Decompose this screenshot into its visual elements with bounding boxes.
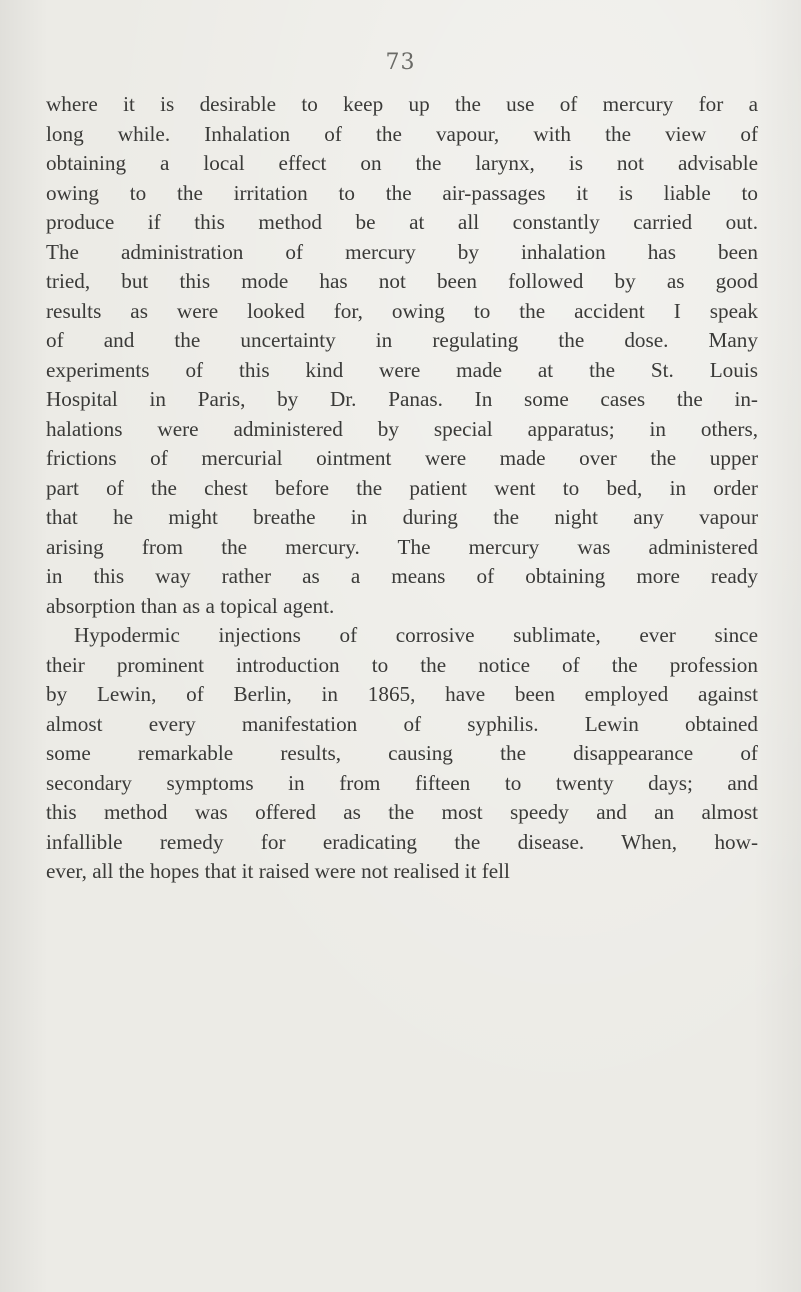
page-number: 73 [385, 50, 416, 75]
text-line: Hypodermic injections of corrosive sublimate, ever since [74, 623, 758, 647]
text-line: almost every manifestation of syphilis. Lewin obtained [46, 711, 758, 736]
text-line: produce if this method be at all constantly carried out. [46, 210, 758, 234]
text-line: halations were administered by special apparatus; in others, [46, 416, 758, 441]
text-line: tried, but this mode has not been followed by as good [46, 269, 758, 293]
text-line: by Lewin, of Berlin, in 1865, have been employed against [46, 682, 758, 706]
text-line: frictions of mercurial ointment were made over the upper [46, 446, 758, 470]
text-line: their prominent introduction to the notice of the profession [46, 652, 758, 677]
text-line: secondary symptoms in from fifteen to twenty days; and [46, 770, 758, 795]
paragraph-2 [46, 621, 758, 887]
text-line: where it is desirable to keep up the use of mercury for a [46, 92, 758, 116]
text-line: this method was offered as the most speedy and an almost [46, 800, 758, 824]
text-line: that he might breathe in during the night any vapour [46, 505, 758, 529]
body-text [46, 90, 758, 887]
text-line: results as were looked for, owing to the accident I speak [46, 298, 758, 323]
text-line: in this way rather as a means of obtaining more ready [46, 564, 758, 588]
text-line: of and the uncertainty in regulating the dose. Many [46, 328, 758, 352]
text-line: some remarkable results, causing the disappearance of [46, 741, 758, 765]
text-line: Hospital in Paris, by Dr. Panas. In some cases the in- [46, 387, 758, 411]
text-line: arising from the mercury. The mercury was administered [46, 534, 758, 559]
text-line: infallible remedy for eradicating the disease. When, how- [46, 829, 758, 854]
text-line: The administration of mercury by inhalation has been [46, 239, 758, 264]
text-line: part of the chest before the patient went to bed, in order [46, 475, 758, 500]
text-line: long while. Inhalation of the vapour, with the view of [46, 121, 758, 146]
text-line: absorption than as a topical agent. [46, 593, 335, 618]
text-line: ever, all the hopes that it raised were not realised it fell [46, 859, 510, 883]
text-line: owing to the irritation to the air-passages it is liable to [46, 180, 758, 205]
paragraph-1 [46, 90, 758, 621]
text-line: obtaining a local effect on the larynx, is not advisable [46, 151, 758, 175]
text-line: experiments of this kind were made at the St. Louis [46, 357, 758, 382]
